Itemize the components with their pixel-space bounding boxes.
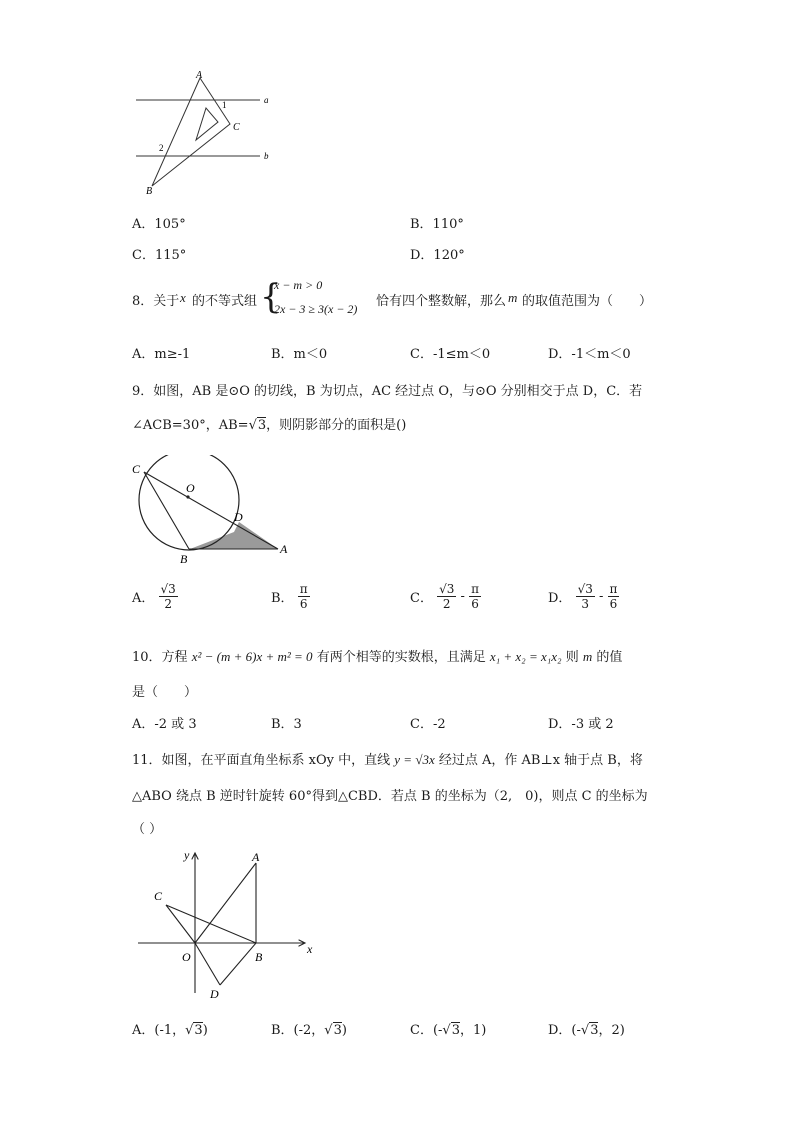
q9-figure [128, 455, 298, 570]
numerator-2: π [471, 582, 479, 596]
numerator-2: π [609, 582, 618, 596]
option-text-end: ，1) [460, 1023, 487, 1038]
minus-sign: - [599, 589, 604, 604]
q11-figure [130, 843, 330, 1003]
q9-label-A: A [280, 542, 288, 556]
q8-option-d[interactable]: D．-1＜m＜0 [548, 347, 631, 362]
q7-label-b: b [264, 151, 269, 161]
fraction [159, 582, 178, 611]
option-text: B．(-2， [271, 1023, 325, 1038]
q11-label-O: O [182, 950, 191, 964]
q9-option-d[interactable] [548, 582, 619, 611]
q7-label-a: a [264, 95, 269, 105]
q11-label-C: C [154, 889, 163, 903]
q10-condition: x₁ + x₂ = x₁x₂ [489, 649, 562, 664]
q7-label-1: 1 [222, 100, 227, 110]
option-text-end: ) [202, 1023, 208, 1038]
q11-label-A: A [252, 850, 260, 864]
q9-option-b[interactable] [271, 582, 310, 611]
q9-label-B: B [180, 552, 188, 566]
q7-option-b[interactable]: B．110° [410, 217, 464, 232]
numerator: √3 [439, 582, 455, 596]
q11-line-2: △ABO 绕点 B 逆时针旋转 60°得到△CBD．若点 B 的坐标为（2, 0)，则点 C 的坐标为 [132, 789, 648, 804]
sqrt-value: 3 [451, 1023, 460, 1038]
q11-label-B: B [255, 950, 263, 964]
option-letter: C． [410, 591, 433, 606]
q10-option-a[interactable]: A．-2 或 3 [132, 717, 197, 732]
q8-option-c[interactable]: C．-1≤m＜0 [410, 347, 491, 362]
q9-label-O: O [186, 481, 195, 495]
q9-line-1: 9．如图，AB 是⊙O 的切线，B 为切点，AC 经过点 O，与⊙O 分别相交于点 D，C．若 [132, 384, 643, 399]
q8-var-x: x [180, 290, 186, 305]
q10-option-d[interactable]: D．-3 或 2 [548, 717, 614, 732]
q11-line-1 [132, 749, 643, 768]
q11-line-equation: y = √3x [394, 752, 435, 767]
q8-suffix-1: 恰有四个整数解，那么 [376, 294, 507, 309]
denominator: 2 [442, 597, 451, 611]
q9-line-2-b: ，则阴影部分的面积是() [266, 418, 407, 433]
option-text-end: ) [341, 1023, 347, 1038]
denominator-2: 6 [609, 597, 618, 611]
q9-label-C: C [132, 462, 141, 476]
option-text: A．(-1， [132, 1023, 186, 1038]
q9-option-c[interactable] [410, 582, 481, 611]
q9-line-2 [132, 414, 406, 433]
sqrt-sign: √ [580, 1023, 590, 1038]
option-letter: B． [271, 591, 294, 606]
q11-option-b[interactable] [271, 1019, 347, 1038]
q11-label-D: D [210, 987, 219, 1001]
q7-option-d[interactable]: D．120° [410, 248, 465, 263]
q10-text-d: 的值 [596, 650, 623, 665]
sqrt-sign: √ [185, 1023, 194, 1038]
sqrt-value: 3 [194, 1023, 203, 1038]
q8-system-line-1: x − m > 0 [274, 278, 323, 292]
q10-line-2: 是（ ） [132, 685, 198, 700]
sqrt-sign: √ [442, 1023, 451, 1038]
q8-system-line-2: 2x − 3 ≥ 3(x − 2) [274, 302, 358, 316]
q8-option-b[interactable]: B．m＜0 [271, 347, 328, 362]
denominator-2: 6 [471, 597, 479, 611]
q8-suffix-2: 的取值范围为（ ） [522, 294, 653, 309]
q7-label-2: 2 [159, 143, 164, 153]
fraction-2 [608, 582, 620, 611]
denominator: 6 [299, 597, 308, 611]
q8-brace: { [260, 277, 282, 317]
q11-prefix: 11．如图，在平面直角坐标系 xOy 中，直线 [132, 753, 391, 768]
q10-line-1 [132, 646, 622, 665]
q11-option-c[interactable] [410, 1019, 486, 1038]
q11-line-3: （ ） [132, 822, 163, 837]
option-text: D．(- [548, 1023, 581, 1038]
q8-var-m: m [508, 290, 518, 305]
option-letter: D． [548, 591, 572, 606]
sqrt-sign: √ [248, 418, 257, 433]
sqrt-value: 3 [590, 1023, 599, 1038]
q7-label-C: C [233, 122, 240, 133]
minus-sign: - [460, 589, 465, 604]
q10-equation: x² − (m + 6)x + m² = 0 [191, 649, 313, 664]
fraction [576, 582, 595, 611]
q7-label-A: A [196, 70, 203, 81]
denominator: 2 [164, 597, 172, 611]
q7-label-B: B [146, 186, 153, 197]
numerator: √3 [577, 582, 593, 596]
q10-var-m: m [582, 649, 593, 664]
q11-label-y: y [184, 848, 190, 862]
q10-option-c[interactable]: C．-2 [410, 717, 446, 732]
shaded-region [190, 522, 278, 549]
numerator: π [299, 582, 308, 596]
q9-line-2-a: ∠ACB=30°，AB= [132, 418, 249, 433]
q11-option-a[interactable] [132, 1019, 208, 1038]
fraction [298, 582, 310, 611]
q8-option-a[interactable]: A．m≥-1 [132, 347, 191, 362]
q7-option-c[interactable]: C．115° [132, 248, 187, 263]
q10-text-c: 则 [565, 650, 579, 665]
q11-text-b: 经过点 A，作 AB⊥x 轴于点 B，将 [438, 753, 643, 768]
q9-label-D: D [234, 510, 243, 524]
q10-option-b[interactable]: B．3 [271, 717, 302, 732]
option-letter: A． [132, 591, 155, 606]
q8-middle: 的不等式组 [192, 294, 258, 309]
q7-option-a[interactable]: A．105° [132, 217, 186, 232]
option-text: C．(- [410, 1023, 443, 1038]
q10-text-b: 有两个相等的实数根，且满足 [316, 650, 486, 665]
numerator: √3 [160, 582, 176, 596]
q7-figure [130, 68, 290, 198]
option-text-end: ，2) [598, 1023, 625, 1038]
fraction-2 [469, 582, 481, 611]
q10-prefix: 10．方程 [132, 650, 188, 665]
q11-label-x: x [307, 942, 313, 956]
sqrt-sign: √ [324, 1023, 333, 1038]
q11-option-d[interactable] [548, 1019, 625, 1038]
q9-option-a[interactable] [132, 582, 178, 611]
denominator: 3 [581, 597, 590, 611]
q8-prefix: 8．关于 [132, 294, 180, 309]
sqrt-value: 3 [333, 1023, 342, 1038]
q9-sqrt-value: 3 [257, 418, 267, 433]
fraction [437, 582, 456, 611]
